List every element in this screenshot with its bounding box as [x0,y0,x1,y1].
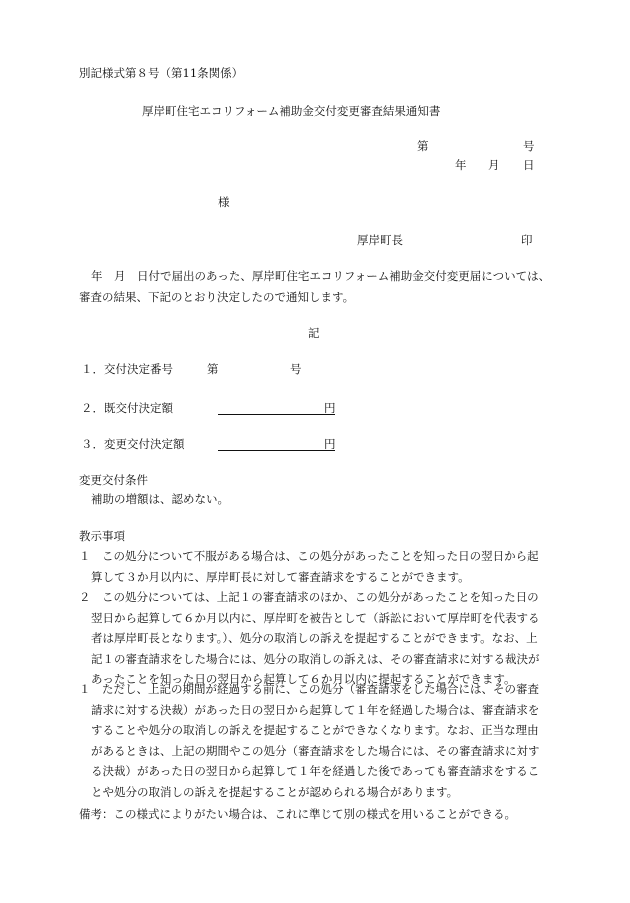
conditions-text: 補助の増額は、認めない。 [91,492,229,506]
amount-underline [218,437,335,451]
instruction-line: ２ この処分については、上記１の審査請求のほか、この処分があったことを知った日の [79,590,539,604]
item-unit: 円 [324,437,336,451]
seal-mark: 印 [521,233,533,247]
amount-underline [218,401,335,415]
intro-paragraph [79,270,550,311]
form-id: 別記様式第８号（第11条関係） [79,66,244,80]
instruction-line: があるときは、上記の期間やこの処分（審査請求をした場合には、その審査請求に対す [91,743,540,758]
instructions-heading: 教示事項 [79,529,125,543]
date-tsuki: 月 [488,158,500,172]
instruction-line: 記１の審査請求をした場合には、処分の取消しの訴えは、その審査請求に対する裁決が [91,651,540,666]
instruction-line: １ ただし、上記の期間が経過する前に、この処分（審査請求をした場合には、その審査 [79,682,539,696]
instruction-line: 者は厚岸町長となります。）、処分の取消しの訴えを提起することができます。なお、上 [91,631,538,645]
instruction-line: することや処分の取消しの訴えを提起することができなくなります。なお、正当な理由 [91,723,539,737]
number-dai: 第 [417,139,429,153]
ki-heading: 記 [308,326,320,340]
conditions-heading: 変更交付条件 [79,473,148,487]
date-hi: 日 [523,158,535,172]
instruction-line: あったことを知った日の翌日から起算して６か月以内に提起することができます。 [91,672,516,686]
item-dai: 第 [207,362,219,376]
item-label: ３．変更交付決定額 [81,437,185,451]
instruction-line: 算して３か月以内に、厚岸町長に対して審査請求をすることができます。 [91,569,470,584]
item-unit: 円 [324,401,336,415]
document-title: 厚岸町住宅エコリフォーム補助金交付変更審査結果通知書 [142,104,441,118]
issuer-mayor: 厚岸町長 [357,233,403,247]
intro-line: 審査の結果、下記のとおり決定したので通知します。 [79,289,355,304]
remarks-note: 備考：この様式によりがたい場合は、これに準じて別の様式を用いることができる。 [79,807,516,821]
instruction-line: る決裁）があった日の翌日から起算して１年を経過した後であっても審査請求をするこ [91,764,540,778]
item-label: ２．既交付決定額 [81,401,173,415]
instruction-line: 翌日から起算して６か月以内に、厚岸町を被告として（訴訟において厚岸町を代表する [91,610,540,625]
item-go: 号 [290,362,302,376]
item-label: １．交付決定番号 [81,362,173,376]
addressee-sama: 様 [218,195,230,209]
instruction-item-1 [79,550,539,591]
intro-line: 年 月 日付で届出のあった、厚岸町住宅エコリフォーム補助金交付変更届については、 [91,269,551,283]
instruction-line: とや処分の取消しの訴えを提起することが認められる場合があります。 [91,784,459,799]
instruction-item-3 [79,683,540,806]
date-nen: 年 [455,158,467,172]
instruction-line: 請求に対する決裁）があった日の翌日から起算して１年を経過した場合は、審査請求を [91,702,540,717]
instruction-item-2 [79,591,540,694]
instruction-line: １ この処分について不服がある場合は、この処分があったことを知った日の翌日から起 [79,549,539,563]
number-go: 号 [523,139,535,153]
